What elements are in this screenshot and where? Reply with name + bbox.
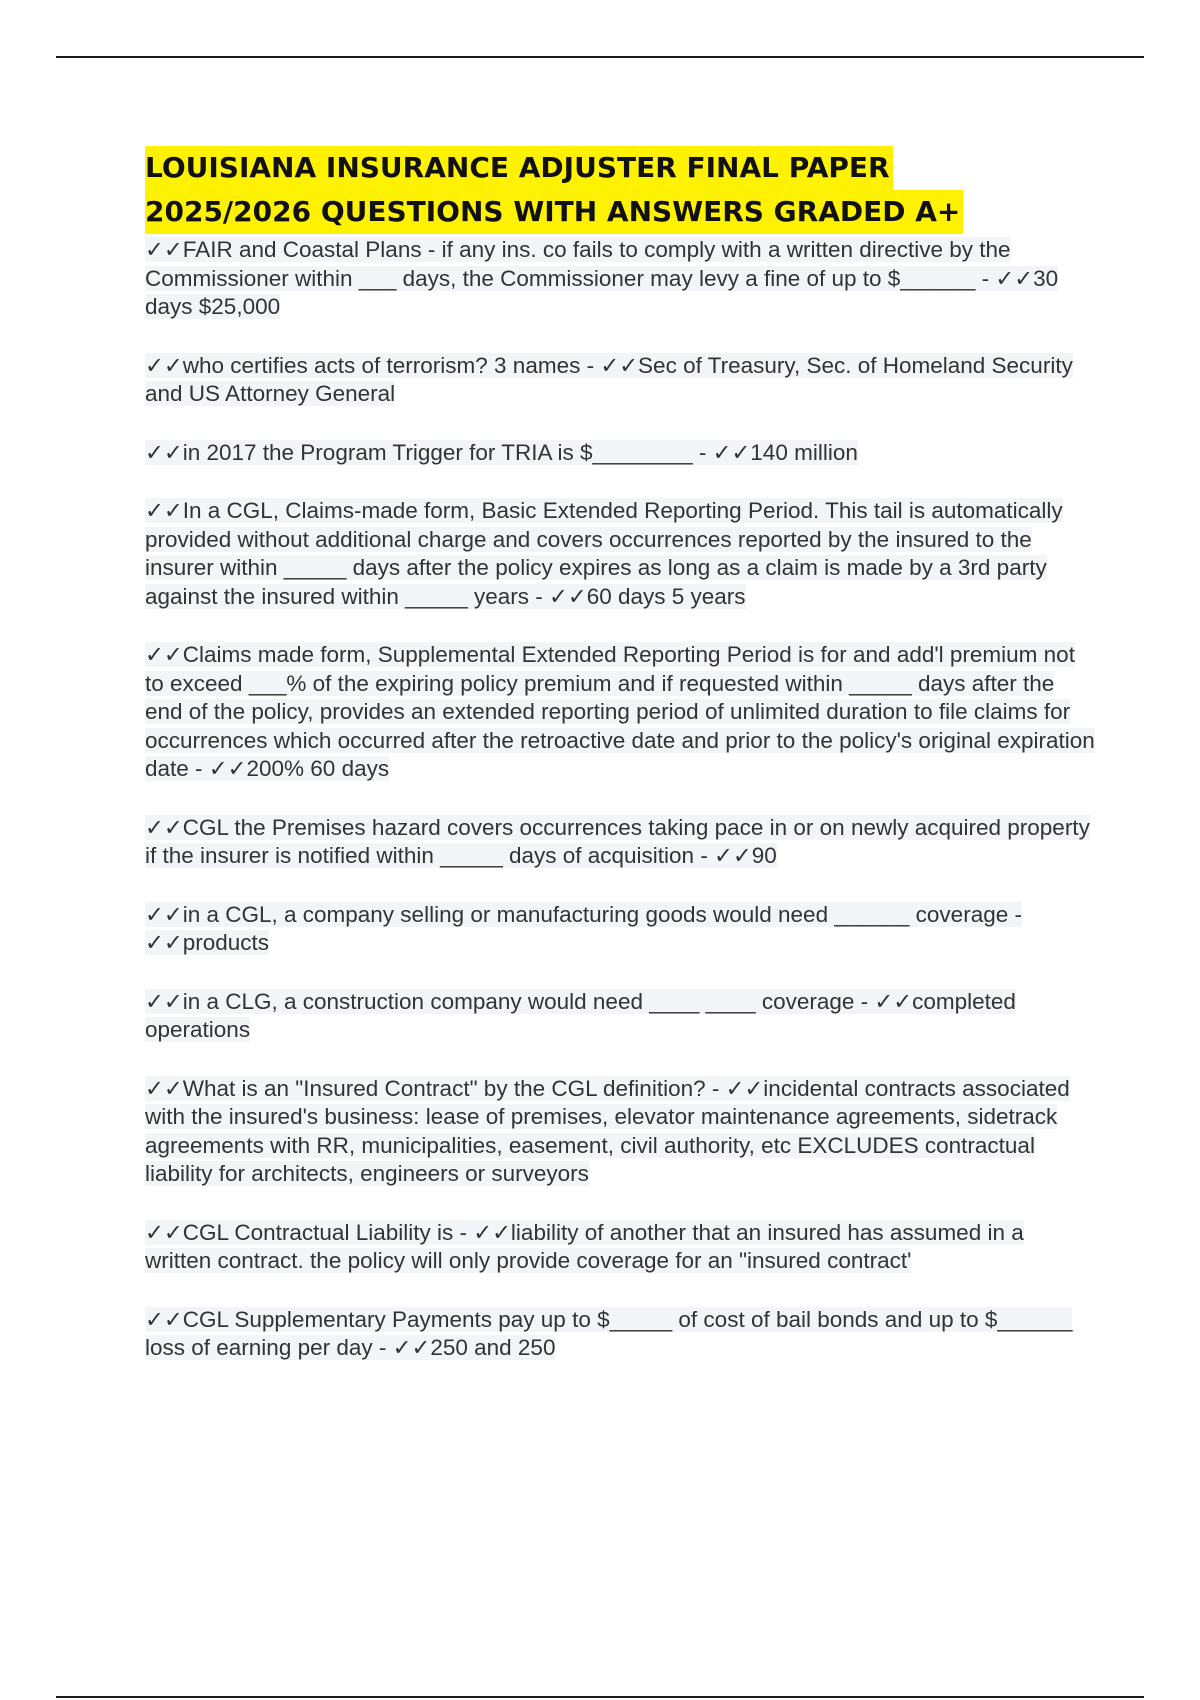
qa-item: [145, 497, 1095, 611]
bottom-divider: [56, 1696, 1144, 1698]
qa-item-text: ✓✓CGL the Premises hazard covers occurrences taking pace in or on newly acquired property if the insurer is notified within _____ days of acquisition - ✓✓90: [145, 814, 1090, 868]
qa-item: [145, 641, 1095, 784]
qa-item-text: ✓✓in a CGL, a company selling or manufacturing goods would need ______ coverage - ✓✓products: [145, 901, 1022, 955]
document-title: [145, 146, 1095, 234]
qa-item: [145, 988, 1095, 1045]
title-line-2: 2025/2026 QUESTIONS WITH ANSWERS GRADED A+: [145, 190, 963, 234]
qa-item: [145, 1219, 1095, 1276]
qa-item-text: ✓✓CGL Supplementary Payments pay up to $_____ of cost of bail bonds and up to $______ loss of earning per day - ✓✓250 and 250: [145, 1306, 1073, 1360]
qa-item-text: ✓✓In a CGL, Claims-made form, Basic Extended Reporting Period. This tail is automatically provided without additional charge and covers occurrences reported by the insured to the insurer within _____ days after the policy expires as long as a claim is made by a 3rd party against the insured within _____ years - ✓✓60 days 5 years: [145, 498, 1063, 609]
qa-item-text: ✓✓FAIR and Coastal Plans - if any ins. co fails to comply with a written directive by the Commissioner within ___ days, the Commissioner may levy a fine of up to $______ - ✓✓30 days $25,000: [145, 237, 1059, 319]
qa-item-text: ✓✓in a CLG, a construction company would need ____ ____ coverage - ✓✓completed operations: [145, 988, 1016, 1042]
top-divider: [56, 56, 1144, 58]
qa-item-text: ✓✓Claims made form, Supplemental Extended Reporting Period is for and add'l premium not to exceed ___% of the expiring policy premium and if requested within _____ days after the end of the policy, provides an extended reporting period of unlimited duration to file claims for occurrences which occurred after the retroactive date and prior to the policy's original expiration date - ✓✓200% 60 days: [145, 642, 1095, 781]
qa-item: [145, 1075, 1095, 1189]
qa-item: [145, 439, 1095, 468]
qa-item: [145, 814, 1095, 871]
qa-item: [145, 901, 1095, 958]
qa-item: [145, 1306, 1095, 1363]
qa-item-text: ✓✓What is an "Insured Contract" by the CGL definition? - ✓✓incidental contracts associated with the insured's business: lease of premises, elevator maintenance agreements, sidetrack agreements with RR, municipalities, easement, civil authority, etc EXCLUDES contractual liability for architects, engineers or surveyors: [145, 1075, 1070, 1186]
qa-item-text: ✓✓who certifies acts of terrorism? 3 names - ✓✓Sec of Treasury, Sec. of Homeland Security and US Attorney General: [145, 352, 1073, 406]
qa-list: [145, 236, 1095, 1363]
title-line-1: LOUISIANA INSURANCE ADJUSTER FINAL PAPER: [145, 146, 893, 190]
qa-item: [145, 236, 1095, 322]
document-body: [145, 146, 1095, 1393]
qa-item-text: ✓✓CGL Contractual Liability is - ✓✓liability of another that an insured has assumed in a written contract. the policy will only provide coverage for an "insured contract': [145, 1219, 1024, 1273]
qa-item: [145, 352, 1095, 409]
qa-item-text: ✓✓in 2017 the Program Trigger for TRIA is $________ - ✓✓140 million: [145, 439, 858, 465]
